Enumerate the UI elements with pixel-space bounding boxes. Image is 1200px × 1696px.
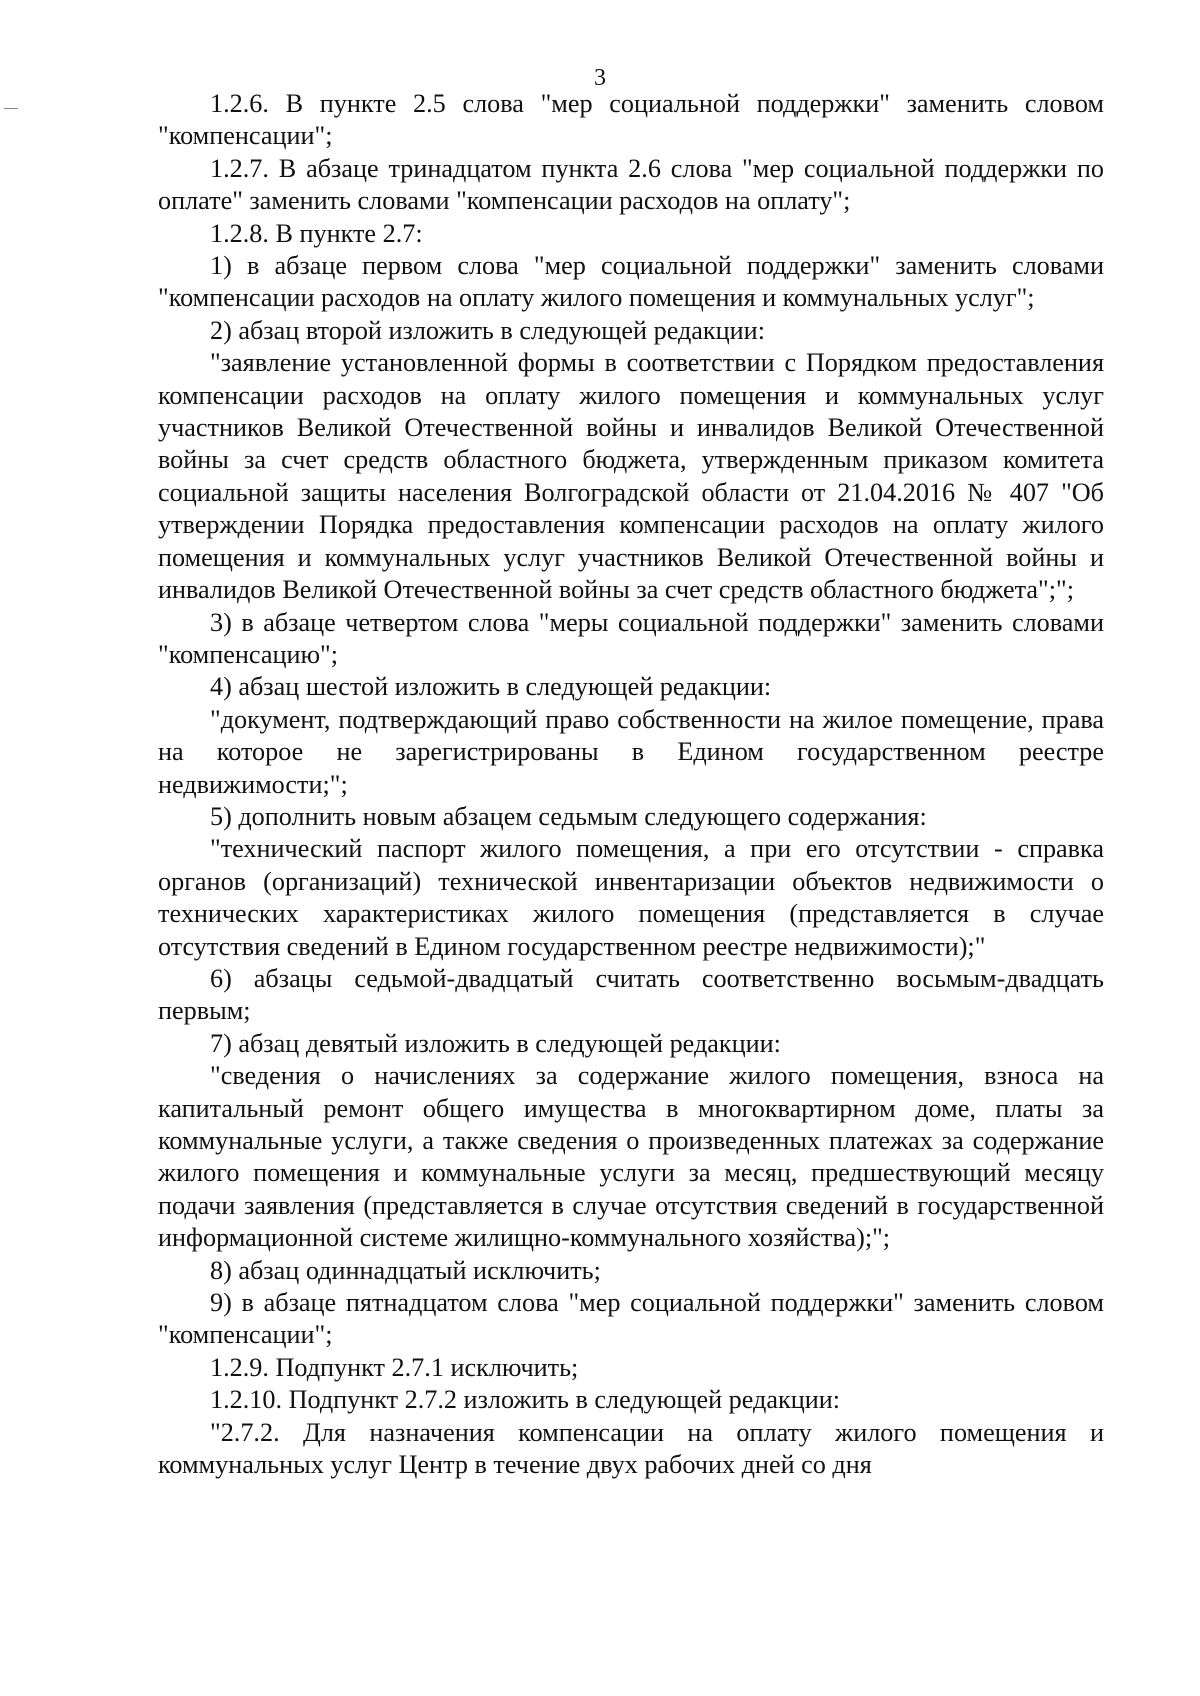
quoted-text-ownership-document: "документ, подтверждающий право собственности на жилое помещение, права на которое не зарегистрированы в Едином государственном реестре недвижимости;"; <box>158 704 1104 799</box>
list-item-4: 4) абзац шестой изложить в следующей редакции: <box>210 672 772 702</box>
paragraph-1-2-7: 1.2.7. В абзаце тринадцатом пункта 2.6 слова "мер социальной поддержки по оплате" заменить словами "компенсации расходов на оплату"; <box>158 153 1104 216</box>
quoted-text-accruals: "сведения о начислениях за содержание жилого помещения, взноса на капитальный ремонт общего имущества в многоквартирном доме, платы за коммунальные услуги, а также сведения о произведенных платежах за содержание жилого помещения и коммунальные услуги за месяц, предшествующий месяцу подачи заявления (представляется в случае отсутствия сведений в государственной информационной системе жилищно-коммунального хозяйства);"; <box>158 1061 1104 1253</box>
quoted-text-application: "заявление установленной формы в соответствии с Порядком предоставления компенсации расходов на оплату жилого помещения и коммунальных услуг участников Великой Отечественной войны и инвалидов Великой Отечественной войны за счет средств областного бюджета, утвержденным приказом комитета социальной защиты населения Волгоградской области от 21.04.2016 № 407 "Об утверждении Порядка предоставления компенсации расходов на оплату жилого помещения и коммунальных услуг участников Великой Отечественной войны и инвалидов Великой Отечественной войны за счет средств областного бюджета";"; <box>158 348 1104 605</box>
quoted-text-2-7-2: "2.7.2. Для назначения компенсации на оплату жилого помещения и коммунальных услуг Центр в течение двух рабочих дней со дня <box>158 1417 1104 1480</box>
list-item-2: 2) абзац второй изложить в следующей редакции: <box>210 315 765 345</box>
list-item-6: 6) абзацы седьмой-двадцатый считать соответственно восьмым-двадцать первым; <box>158 963 1104 1026</box>
list-item-3: 3) в абзаце четвертом слова "меры социальной поддержки" заменить словами "компенсацию"; <box>158 607 1104 669</box>
document-body <box>158 88 1104 1481</box>
list-item-1: 1) в абзаце первом слова "мер социальной поддержки" заменить словами "компенсации расходов на оплату жилого помещения и коммунальных услуг"; <box>158 251 1104 313</box>
list-item-8: 8) абзац одиннадцатый исключить; <box>210 1255 601 1285</box>
page-number: 3 <box>594 65 606 91</box>
list-item-7: 7) абзац девятый изложить в следующей редакции: <box>210 1028 781 1058</box>
paragraph-1-2-8: 1.2.8. В пункте 2.7: <box>210 218 423 248</box>
margin-mark <box>4 108 18 109</box>
paragraph-1-2-9: 1.2.9. Подпункт 2.7.1 исключить; <box>210 1352 579 1382</box>
paragraph-1-2-10: 1.2.10. Подпункт 2.7.2 изложить в следующей редакции: <box>210 1385 841 1415</box>
paragraph-1-2-6: 1.2.6. В пункте 2.5 слова "мер социальной поддержки" заменить словом "компенсации"; <box>158 89 1104 151</box>
list-item-9: 9) в абзаце пятнадцатом слова "мер социальной поддержки" заменить словом "компенсации"; <box>158 1288 1104 1350</box>
list-item-5: 5) дополнить новым абзацем седьмым следующего содержания: <box>210 801 927 831</box>
quoted-text-technical-passport: "технический паспорт жилого помещения, а при его отсутствии - справка органов (организаций) технической инвентаризации объектов недвижимости о технических характеристиках жилого помещения (представляется в случае отсутствия сведений в Едином государственном реестре недвижимости);" <box>158 834 1104 961</box>
